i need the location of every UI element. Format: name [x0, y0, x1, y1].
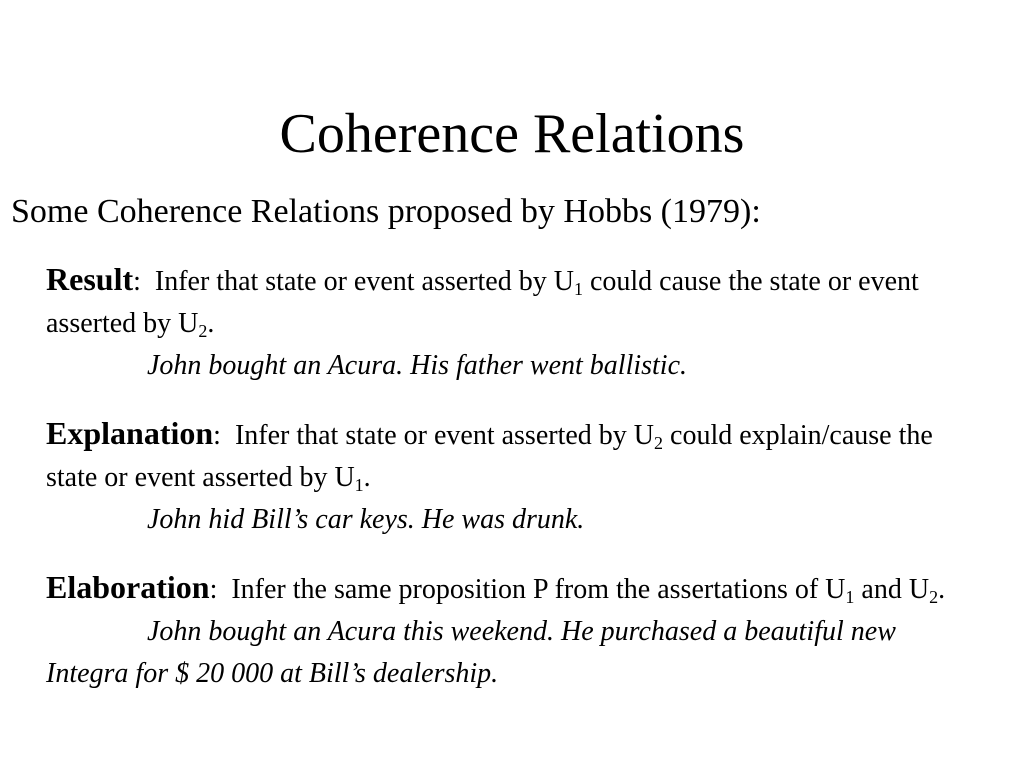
definition-text: Infer the same proposition P from the assertations of U — [231, 574, 846, 605]
relation-colon: : — [133, 266, 141, 297]
relation-result — [46, 258, 976, 387]
definition-text: Infer that state or event asserted by U — [154, 266, 574, 297]
definition-end: . — [363, 462, 371, 493]
definition-text: could cause the state or event asserted by U — [46, 266, 919, 339]
relation-definition — [46, 258, 976, 345]
relation-explanation — [46, 412, 976, 541]
relation-definition — [46, 566, 976, 611]
definition-text: and U — [854, 574, 930, 605]
relation-example: John bought an Acura this weekend. He purchased a beautiful new Integra for $ 20 000 at Bill’s dealership. — [46, 616, 896, 689]
relation-colon: : — [209, 574, 218, 605]
definition-end: . — [207, 308, 215, 339]
subscript: 1 — [354, 475, 364, 495]
definition-text: could explain/cause the state or event asserted by U — [46, 420, 933, 493]
subscript: 1 — [573, 279, 583, 299]
subscript: 2 — [198, 321, 208, 341]
relation-name: Elaboration — [46, 569, 210, 605]
definition-end: . — [938, 574, 946, 605]
relation-example: John hid Bill’s car keys. He was drunk. — [147, 504, 585, 535]
subscript: 2 — [654, 433, 664, 453]
relation-example: John bought an Acura. His father went ballistic. — [147, 350, 688, 381]
relation-colon: : — [213, 420, 221, 451]
relation-name: Result — [46, 261, 134, 297]
subscript: 2 — [929, 587, 939, 607]
intro-text: Some Coherence Relations proposed by Hobbs (1979): — [11, 193, 761, 230]
relation-name: Explanation — [46, 415, 214, 451]
relation-definition — [46, 412, 976, 499]
definition-text: Infer that state or event asserted by U — [234, 420, 655, 451]
subscript: 1 — [845, 587, 855, 607]
slide-title: Coherence Relations — [279, 103, 745, 165]
relation-elaboration — [46, 566, 976, 695]
